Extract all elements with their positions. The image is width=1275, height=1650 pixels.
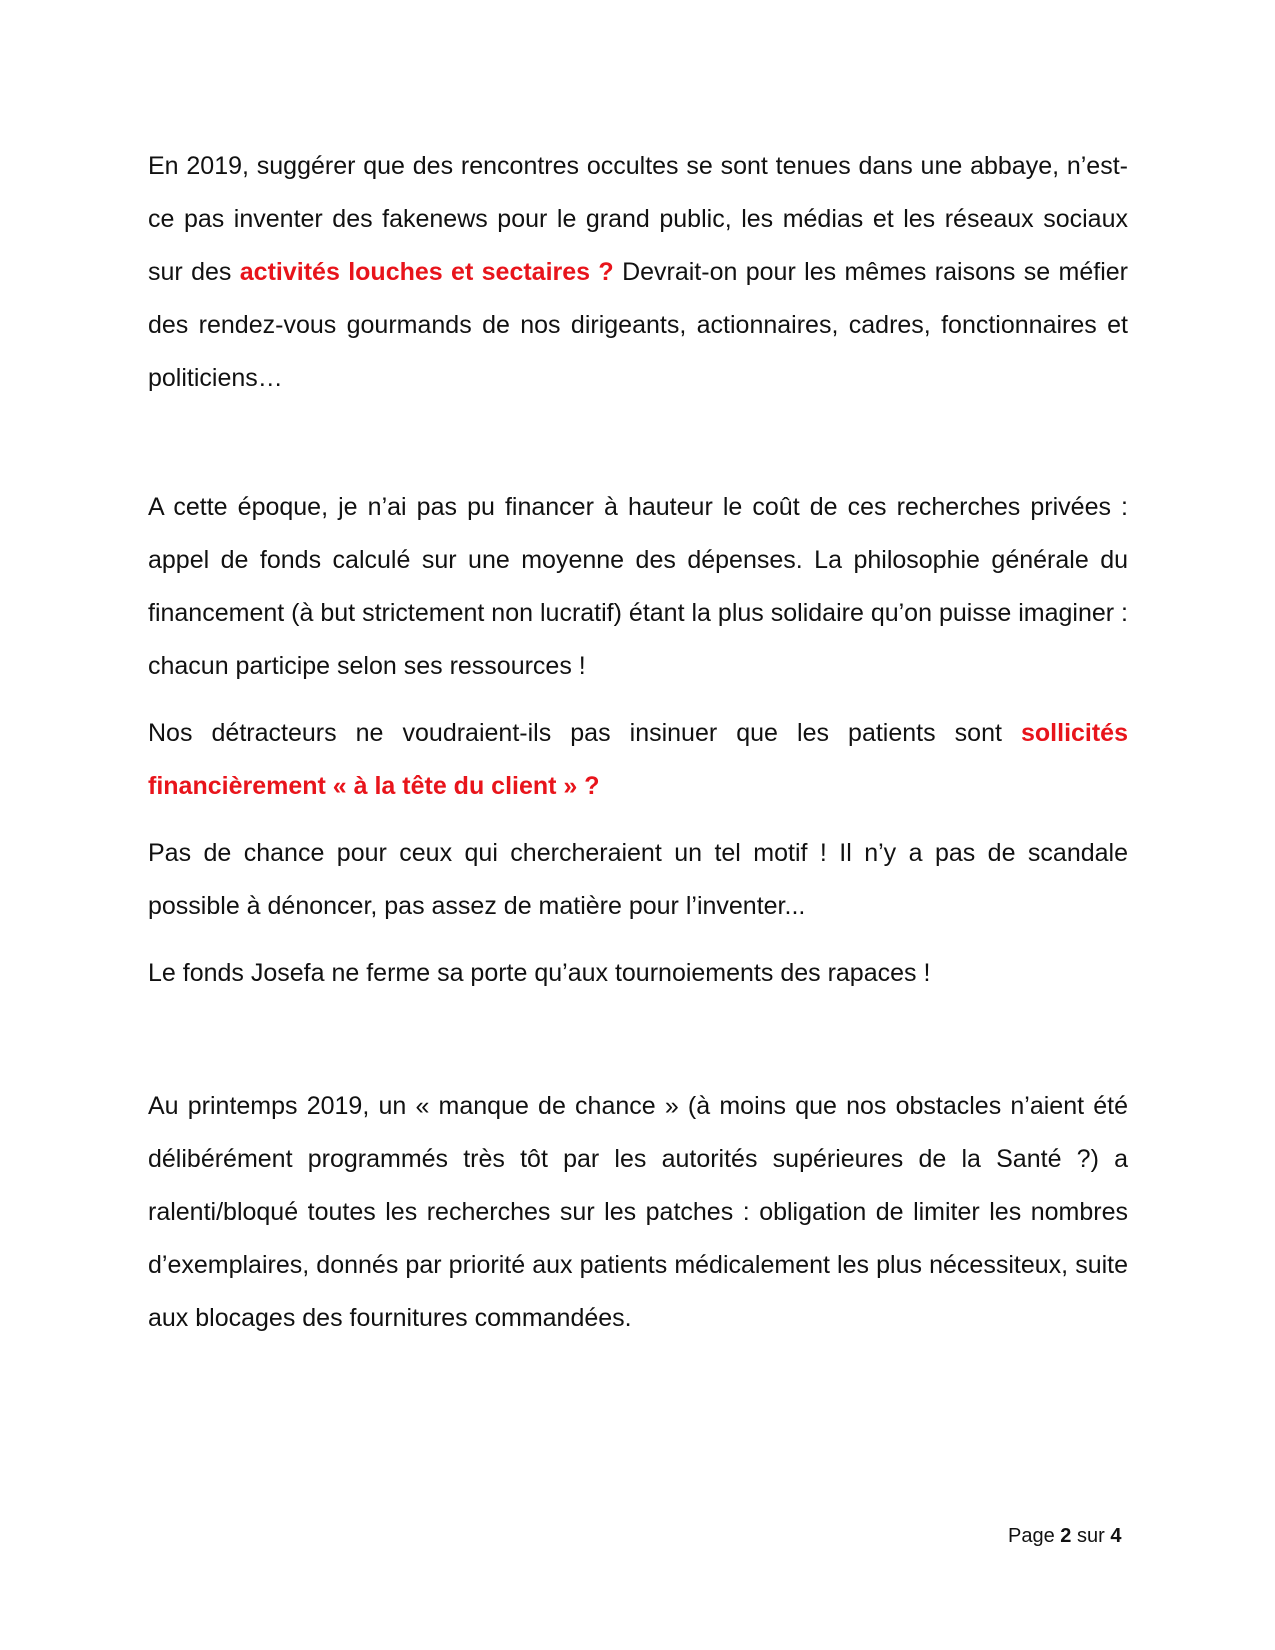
paragraph-3 — [148, 707, 1128, 813]
paragraph-1-highlight: activités louches et sectaires ? — [239, 258, 614, 286]
paragraph-1 — [148, 140, 1128, 405]
footer-of-word: sur — [1076, 1525, 1105, 1547]
footer-total-pages: 4 — [1110, 1525, 1122, 1547]
paragraph-5: Le fonds Josefa ne ferme sa porte qu’aux tournoiements des rapaces ! — [148, 959, 931, 987]
document-body — [148, 140, 1128, 1345]
footer-page-number: 2 — [1060, 1525, 1072, 1547]
paragraph-1-text-end: Devrait-on pour les mêmes raisons se méfier des rendez-vous gourmands de nos dirigeants, actionnaires, cadres, fonctionnaires et politiciens… — [148, 258, 1128, 392]
paragraph-1-text-start: En 2019, suggérer que des rencontres occultes se sont tenues dans une abbaye, n’est-ce pas inventer des fakenews pour le grand public, les médias et les réseaux sociaux sur des — [148, 152, 1128, 286]
paragraph-4: Pas de chance pour ceux qui chercheraient un tel motif ! Il n’y a pas de scandale possible à dénoncer, pas assez de matière pour l’inventer... — [148, 839, 1128, 920]
paragraph-6: Au printemps 2019, un « manque de chance » (à moins que nos obstacles n’aient été délibérément programmés très tôt par les autorités supérieures de la Santé ?) a ralenti/bloqué toutes les recherches sur les patches : obligation de limiter les nombres d’exemplaires, donnés par priorité aux patients médicalement les plus nécessiteux, suite aux blocages des fournitures commandées. — [148, 1092, 1128, 1332]
paragraph-3-text-start: Nos détracteurs ne voudraient-ils pas insinuer que les patients sont — [148, 719, 1021, 747]
paragraph-3-highlight: sollicités financièrement « à la tête du client » ? — [148, 719, 1128, 800]
footer-page-word: Page — [1008, 1525, 1055, 1547]
paragraph-2: A cette époque, je n’ai pas pu financer à hauteur le coût de ces recherches privées : appel de fonds calculé sur une moyenne des dépenses. La philosophie générale du financement (à but strictement non lucratif) étant la plus solidaire qu’on puisse imaginer : chacun participe selon ses ressources ! — [148, 493, 1128, 680]
page-footer — [1008, 1522, 1121, 1550]
